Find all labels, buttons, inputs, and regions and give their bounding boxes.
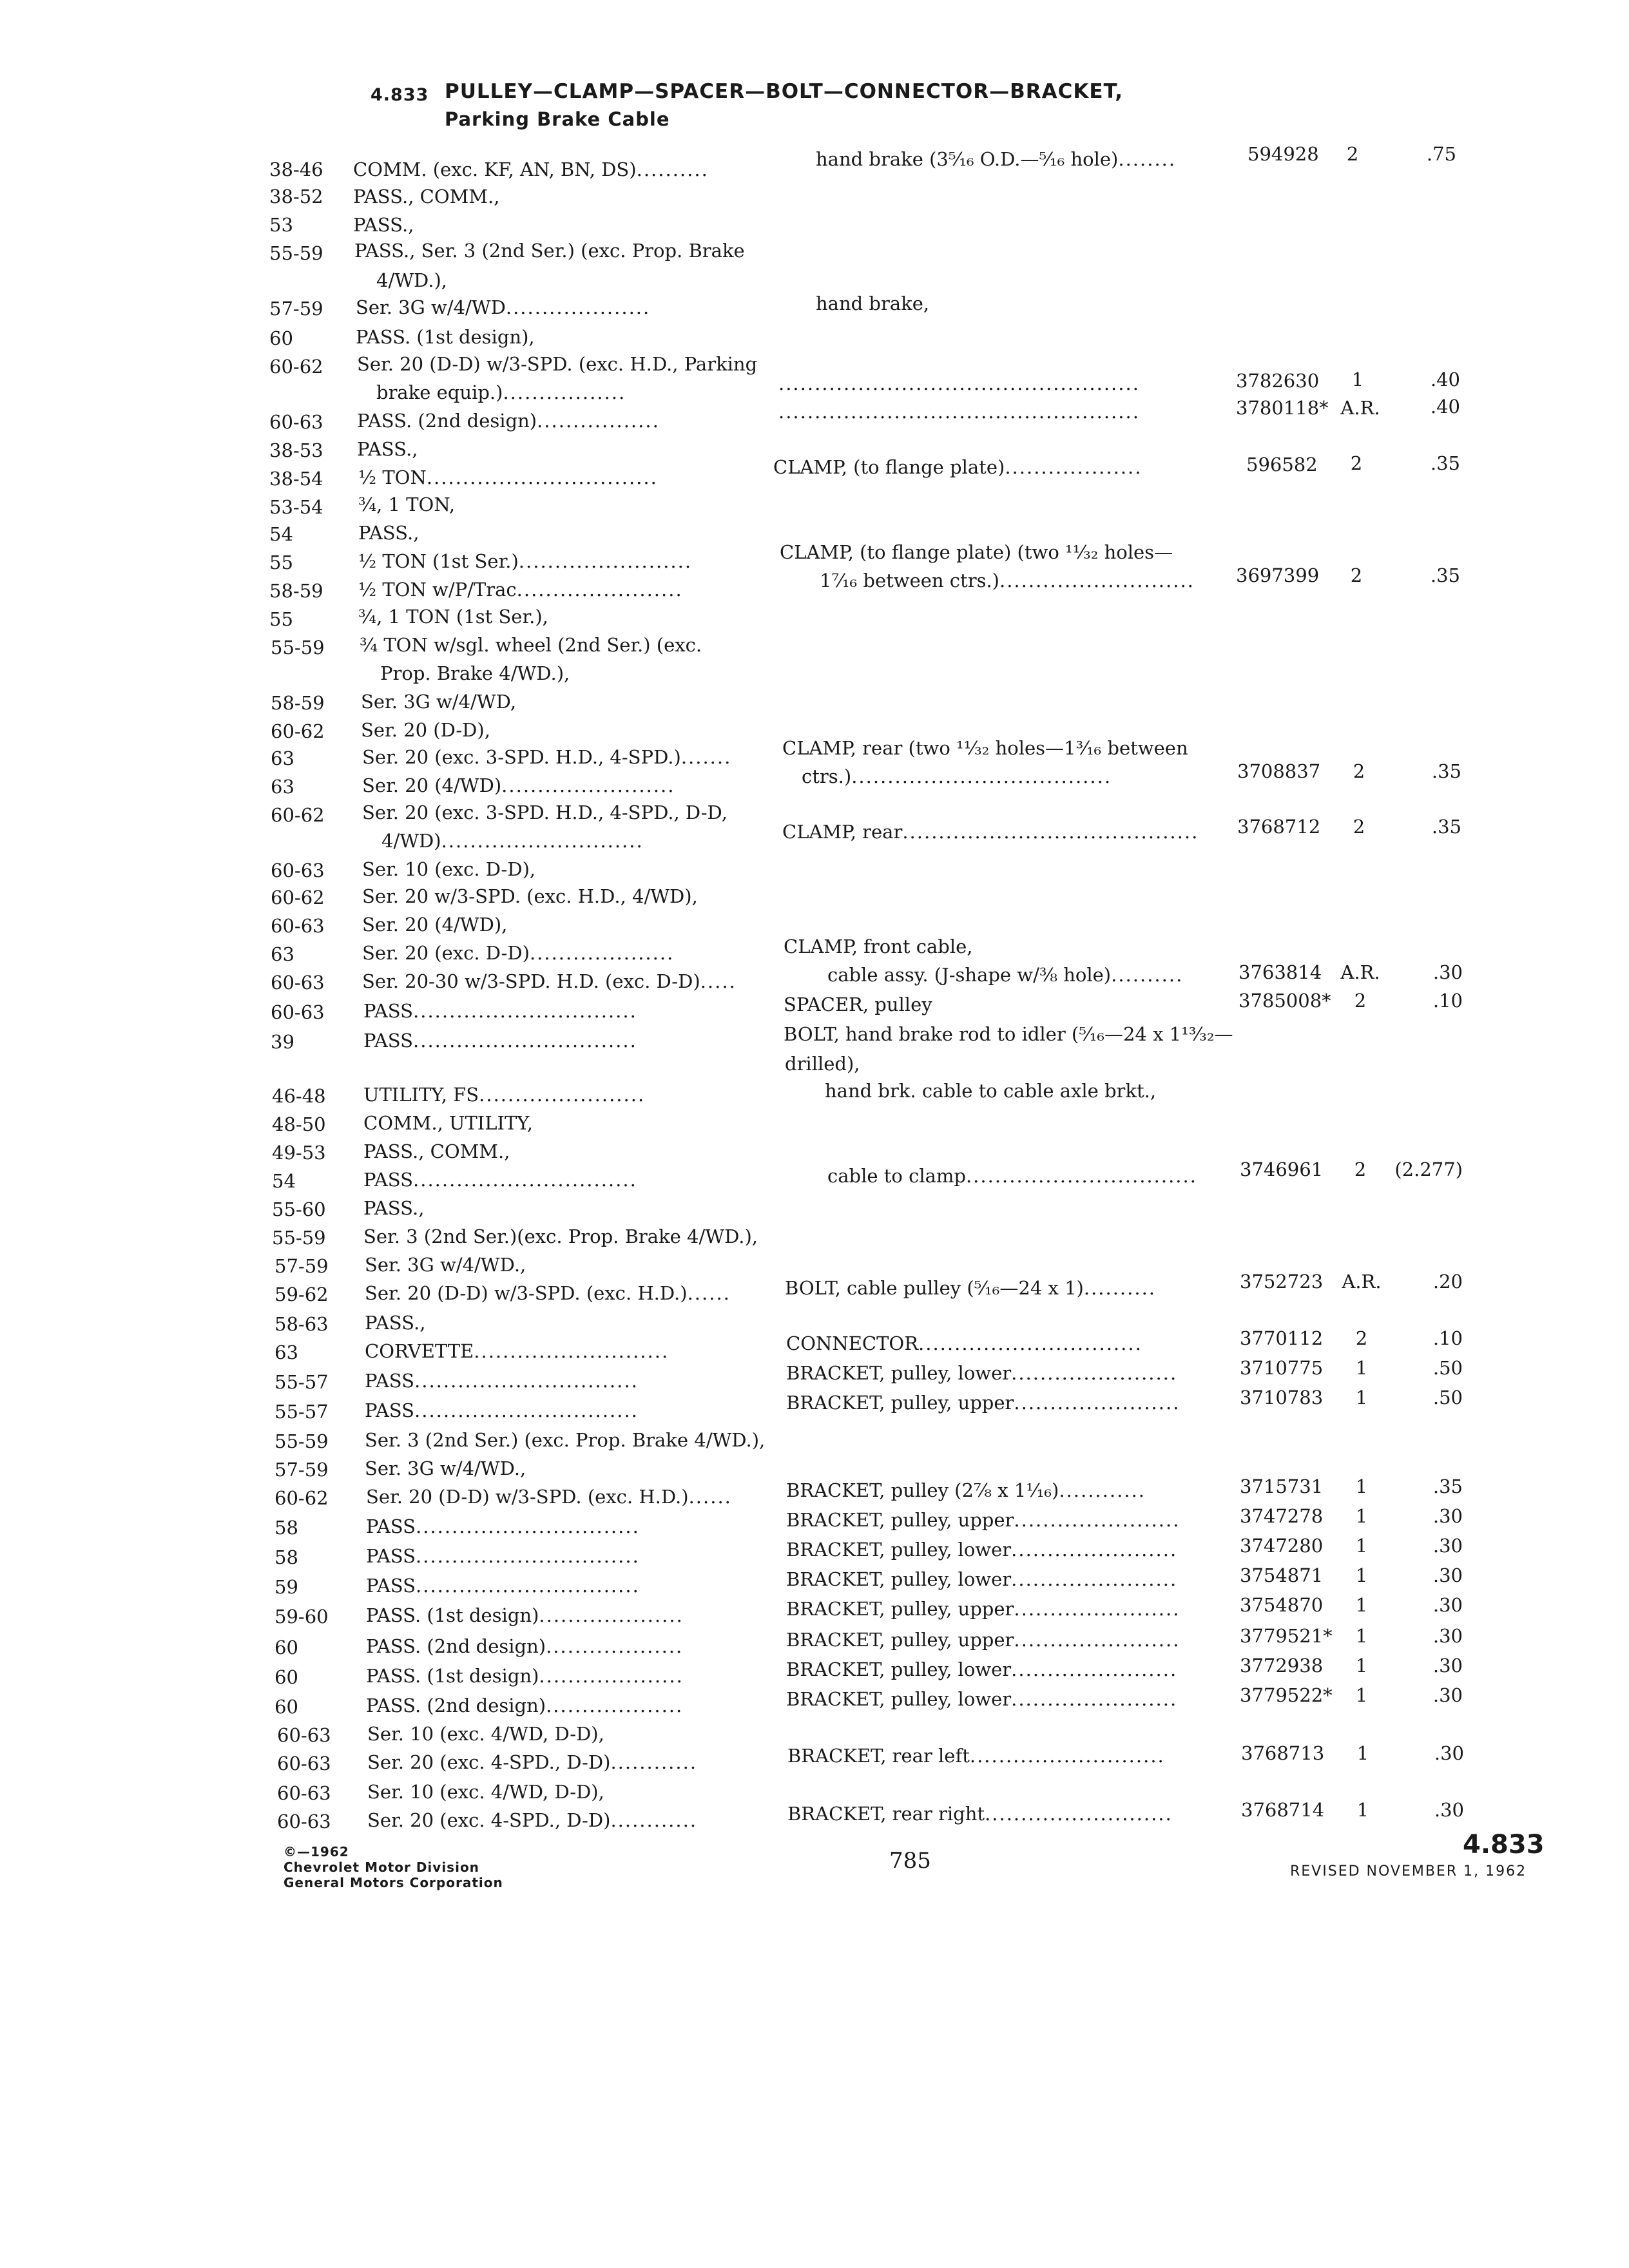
part-description: hand brake (3⁵⁄₁₆ O.D.—⁵⁄₁₆ hole)........ [816, 148, 1177, 170]
price: .30 [1432, 961, 1463, 983]
year: 57-59 [275, 1255, 329, 1277]
part-description: CONNECTOR............................... [786, 1332, 1142, 1354]
part-number: 3763814 [1239, 961, 1322, 983]
year: 63 [271, 776, 294, 798]
year: 58-59 [269, 580, 323, 602]
model-line: Prop. Brake 4/WD.), [380, 662, 570, 684]
quantity: A.R. [1342, 1271, 1382, 1293]
year: 38-46 [269, 159, 323, 180]
model-line: ¾, 1 TON, [358, 494, 456, 515]
year: 60 [269, 327, 293, 349]
part-number: 3779522* [1240, 1684, 1333, 1706]
year: 38-52 [269, 186, 323, 207]
part-description: BRACKET, pulley, lower....................... [786, 1568, 1178, 1590]
part-number: 3754870 [1240, 1594, 1324, 1616]
year: 60 [275, 1637, 298, 1658]
part-description: BRACKET, pulley, upper....................... [786, 1629, 1181, 1651]
model-line: Ser. 20 (D-D) w/3-SPD. (exc. H.D.)...... [366, 1486, 732, 1508]
year: 55-57 [275, 1371, 329, 1393]
part-number: 3747280 [1240, 1535, 1324, 1557]
model-line: Ser. 3G w/4/WD., [365, 1254, 526, 1276]
price: .35 [1431, 760, 1461, 782]
year: 57-59 [269, 298, 323, 320]
price: .30 [1434, 1799, 1464, 1821]
part-description: BRACKET, pulley, lower....................... [786, 1688, 1178, 1710]
part-description: CLAMP, rear......................................... [782, 821, 1199, 843]
model-line: Ser. 10 (exc. 4/WD, D-D), [367, 1723, 604, 1745]
model-line: ¾ TON w/sgl. wheel (2nd Ser.) (exc. [360, 634, 702, 656]
year: 60-63 [277, 1782, 331, 1804]
part-description: BRACKET, pulley, lower....................... [786, 1539, 1178, 1561]
quantity: 2 [1350, 452, 1363, 474]
part-number: 3747278 [1240, 1505, 1324, 1527]
publisher-credit [284, 1844, 503, 1890]
model-line: PASS. (2nd design)................. [357, 410, 660, 432]
year: 38-53 [269, 439, 323, 461]
model-line: PASS., [363, 1197, 425, 1219]
part-number: 3768712 [1237, 816, 1321, 838]
part-description: BRACKET, pulley, upper....................... [786, 1598, 1181, 1620]
model-line: Ser. 3G w/4/WD, [361, 691, 517, 713]
year: 54 [269, 523, 293, 545]
model-line: PASS............................... [365, 1370, 639, 1392]
price: .20 [1432, 1271, 1463, 1293]
page-title: PULLEY—CLAMP—SPACER—BOLT—CONNECTOR—BRACKET, [445, 80, 1124, 103]
model-line: Ser. 20 (D-D) w/3-SPD. (exc. H.D., Parking [357, 353, 758, 375]
year: 58-63 [275, 1313, 329, 1335]
part-number: 594928 [1248, 143, 1319, 165]
leader-dots: .................................................. [778, 401, 1140, 423]
part-number: 3752723 [1240, 1271, 1324, 1293]
year: 59 [275, 1576, 298, 1598]
model-line: PASS., [357, 438, 418, 460]
year: 60 [275, 1666, 298, 1688]
year: 60-63 [271, 915, 325, 937]
part-number: 3768714 [1241, 1799, 1325, 1821]
model-line: PASS., [365, 1312, 426, 1334]
year: 55-59 [275, 1430, 329, 1452]
quantity: 1 [1355, 1387, 1368, 1408]
revision-date: REVISED NOVEMBER 1, 1962 [1290, 1863, 1527, 1879]
part-description: BRACKET, pulley, lower....................... [786, 1362, 1178, 1384]
year: 59-62 [275, 1283, 329, 1305]
part-description: BRACKET, pulley, upper....................... [786, 1392, 1181, 1414]
year: 60-63 [277, 1811, 331, 1832]
year: 53 [269, 214, 293, 236]
price: .30 [1432, 1684, 1463, 1706]
quantity: 1 [1355, 1505, 1368, 1527]
model-line: COMM., UTILITY, [363, 1112, 533, 1134]
model-line: ½ TON................................ [358, 466, 658, 488]
price: .50 [1432, 1357, 1463, 1379]
model-line: PASS., COMM., [353, 186, 500, 207]
price: .40 [1430, 396, 1460, 418]
year: 60-62 [271, 887, 325, 908]
part-description: CLAMP, (to flange plate)................... [773, 456, 1142, 478]
quantity: 2 [1353, 816, 1365, 838]
part-description: 1⁷⁄₁₆ between ctrs.)........................... [820, 570, 1195, 591]
leader-dots: .................................................. [778, 372, 1140, 394]
model-line: PASS. (1st design), [356, 326, 535, 348]
year: 55-59 [272, 1227, 326, 1249]
price: .35 [1432, 1475, 1463, 1497]
quantity: 2 [1350, 564, 1363, 586]
part-description: BRACKET, rear right.......................... [787, 1803, 1173, 1825]
part-description: SPACER, pulley [784, 994, 932, 1015]
model-line: PASS. (1st design).................... [366, 1665, 684, 1687]
model-line: Ser. 3G w/4/WD., [365, 1457, 526, 1479]
price: .35 [1430, 564, 1460, 586]
quantity: 1 [1355, 1684, 1368, 1706]
year: 46-48 [272, 1085, 326, 1107]
price: .35 [1430, 452, 1460, 474]
price: .10 [1432, 990, 1463, 1012]
year: 60-62 [269, 356, 323, 378]
part-number: 3710783 [1240, 1387, 1324, 1408]
price: .30 [1432, 1594, 1463, 1616]
model-line: Ser. 10 (exc. 4/WD, D-D), [367, 1781, 604, 1803]
model-line: PASS., [358, 522, 419, 544]
quantity: 1 [1356, 1799, 1369, 1821]
model-line: Ser. 20 (exc. 4-SPD., D-D)............ [367, 1751, 698, 1773]
quantity: 2 [1355, 1327, 1368, 1349]
part-description: CLAMP, rear (two ¹¹⁄₃₂ holes—1³⁄₁₆ between [782, 737, 1188, 759]
model-line: Ser. 3 (2nd Ser.)(exc. Prop. Brake 4/WD.), [363, 1225, 758, 1247]
price: .30 [1432, 1625, 1463, 1647]
price: .30 [1432, 1655, 1463, 1677]
part-description: BRACKET, pulley, upper....................... [786, 1509, 1181, 1531]
part-number: 3710775 [1240, 1357, 1324, 1379]
page-number: 785 [889, 1848, 931, 1874]
model-line: PASS............................... [363, 1169, 637, 1191]
model-line: Ser. 20-30 w/3-SPD. H.D. (exc. D-D)..... [362, 970, 737, 992]
year: 60-62 [271, 720, 325, 742]
year: 53-54 [269, 496, 323, 518]
model-line: PASS., COMM., [363, 1140, 510, 1162]
model-line: Ser. 3G w/4/WD.................... [356, 296, 651, 318]
part-description: cable assy. (J-shape w/⅜ hole).......... [827, 964, 1184, 986]
price: .40 [1430, 369, 1460, 390]
year: 58 [275, 1517, 298, 1539]
part-description: BRACKET, rear left........................... [787, 1745, 1165, 1767]
corporation-name: General Motors Corporation [284, 1875, 503, 1890]
quantity: 2 [1353, 760, 1365, 782]
year: 39 [271, 1031, 294, 1053]
model-line: PASS., [353, 214, 414, 236]
model-line: ¾, 1 TON (1st Ser.), [358, 606, 548, 628]
quantity: A.R. [1340, 397, 1380, 419]
part-description: hand brake, [816, 293, 930, 314]
year: 60-62 [271, 804, 325, 826]
quantity: 1 [1355, 1625, 1368, 1647]
model-line: UTILITY, FS....................... [363, 1084, 646, 1106]
year: 58-59 [271, 692, 325, 714]
part-number: 3754871 [1240, 1564, 1324, 1586]
model-line: Ser. 20 (exc. D-D).................... [362, 942, 675, 964]
year: 60-63 [271, 860, 325, 881]
quantity: 1 [1351, 369, 1364, 390]
model-line: Ser. 20 (D-D), [361, 719, 490, 741]
page-subtitle: Parking Brake Cable [445, 108, 670, 130]
model-line: Ser. 20 w/3-SPD. (exc. H.D., 4/WD), [362, 885, 698, 907]
model-line: 4/WD.), [376, 269, 447, 291]
model-line: Ser. 20 (D-D) w/3-SPD. (exc. H.D.)...... [365, 1282, 731, 1304]
part-description: CLAMP, front cable, [784, 936, 973, 957]
part-number: 3770112 [1240, 1327, 1324, 1349]
part-number: 3785008* [1239, 990, 1331, 1012]
price: .35 [1431, 816, 1461, 838]
model-line: Ser. 3 (2nd Ser.) (exc. Prop. Brake 4/WD.), [365, 1429, 766, 1451]
part-description: BOLT, hand brake rod to idler (⁵⁄₁₆—24 x 1¹³⁄₃₂— [784, 1023, 1233, 1045]
model-line: PASS............................... [366, 1515, 640, 1537]
year: 38-54 [269, 468, 323, 490]
model-line: 4/WD)............................ [381, 830, 644, 852]
copyright: ©—1962 [284, 1844, 349, 1860]
price: .30 [1432, 1564, 1463, 1586]
part-description: CLAMP, (to flange plate) (two ¹¹⁄₃₂ holes— [780, 541, 1173, 563]
part-description: cable to clamp................................ [827, 1165, 1197, 1187]
model-line: Ser. 20 (4/WD)........................ [362, 774, 675, 796]
year: 55-59 [271, 637, 325, 658]
part-number: 3779521* [1240, 1625, 1333, 1647]
model-line: Ser. 20 (exc. 3-SPD. H.D., 4-SPD., D-D, [362, 802, 728, 823]
price: .50 [1432, 1387, 1463, 1408]
year: 58 [275, 1546, 298, 1568]
price: (2.277) [1394, 1158, 1463, 1180]
year: 60-63 [271, 972, 325, 994]
year: 60-63 [277, 1724, 331, 1746]
quantity: 1 [1355, 1357, 1368, 1379]
model-line: PASS............................... [365, 1399, 639, 1421]
quantity: A.R. [1340, 961, 1380, 983]
part-number: 3780118* [1236, 397, 1329, 419]
quantity: 2 [1354, 990, 1367, 1012]
model-line: CORVETTE........................... [365, 1340, 670, 1362]
quantity: 1 [1356, 1742, 1369, 1764]
year: 63 [275, 1341, 298, 1363]
part-description: BRACKET, pulley (2⁷⁄₈ x 1¹⁄₁₆)............ [786, 1479, 1146, 1501]
model-line: Ser. 20 (exc. 4-SPD., D-D)............ [367, 1809, 698, 1831]
year: 49-53 [272, 1142, 326, 1164]
model-line: Ser. 20 (exc. 3-SPD. H.D., 4-SPD.)....... [362, 746, 732, 768]
year: 55-57 [275, 1401, 329, 1423]
year: 55 [269, 608, 293, 630]
part-number: 3768713 [1241, 1742, 1325, 1764]
year: 59-60 [275, 1606, 329, 1628]
quantity: 2 [1346, 143, 1359, 165]
quantity: 1 [1355, 1594, 1368, 1616]
quantity: 1 [1355, 1535, 1368, 1557]
price: .30 [1432, 1505, 1463, 1527]
part-number: 3715731 [1240, 1475, 1324, 1497]
part-description: drilled), [785, 1053, 860, 1075]
part-number: 3697399 [1236, 564, 1320, 586]
model-line: ½ TON w/P/Trac....................... [358, 579, 683, 601]
price: .75 [1426, 143, 1456, 165]
year: 60 [275, 1696, 298, 1718]
part-number: 596582 [1246, 454, 1318, 476]
part-description: BOLT, cable pulley (⁵⁄₁₆—24 x 1).......... [785, 1277, 1157, 1299]
part-description: ctrs.).................................... [802, 765, 1112, 787]
part-number: 3708837 [1237, 760, 1321, 782]
year: 63 [271, 747, 294, 769]
price: .10 [1432, 1327, 1463, 1349]
year: 57-59 [275, 1459, 329, 1481]
model-line: brake equip.)................. [376, 381, 626, 403]
model-line: PASS............................... [363, 1030, 637, 1052]
part-number: 3772938 [1240, 1655, 1324, 1677]
model-line: PASS. (1st design).................... [366, 1604, 684, 1626]
model-line: PASS. (2nd design)................... [366, 1635, 684, 1657]
year: 60-63 [271, 1001, 325, 1023]
model-line: PASS. (2nd design)................... [366, 1695, 684, 1716]
part-description: hand brk. cable to cable axle brkt., [825, 1080, 1157, 1102]
year: 60-62 [275, 1487, 329, 1509]
part-number: 3782630 [1236, 370, 1320, 392]
year: 55 [269, 552, 293, 573]
footer-section-number: 4.833 [1463, 1830, 1545, 1860]
model-line: ½ TON (1st Ser.)........................ [358, 550, 693, 572]
model-line: PASS., Ser. 3 (2nd Ser.) (exc. Prop. Brake [354, 240, 745, 262]
price: .30 [1434, 1742, 1464, 1764]
part-number: 3746961 [1240, 1158, 1324, 1180]
price: .30 [1432, 1535, 1463, 1557]
year: 48-50 [272, 1113, 326, 1135]
model-line: Ser. 20 (4/WD), [362, 914, 508, 936]
year: 63 [271, 943, 294, 965]
year: 54 [272, 1170, 296, 1192]
year: 60-63 [277, 1753, 331, 1774]
model-line: COMM. (exc. KF, AN, BN, DS).......... [353, 159, 709, 180]
quantity: 1 [1355, 1475, 1368, 1497]
model-line: PASS............................... [366, 1545, 640, 1567]
part-description: BRACKET, pulley, lower....................... [786, 1658, 1178, 1680]
model-line: PASS............................... [366, 1575, 640, 1597]
year: 55-59 [269, 242, 323, 264]
quantity: 1 [1355, 1655, 1368, 1677]
quantity: 1 [1355, 1564, 1368, 1586]
year: 60-63 [269, 411, 323, 433]
quantity: 2 [1354, 1158, 1367, 1180]
section-number: 4.833 [371, 85, 429, 105]
model-line: Ser. 10 (exc. D-D), [362, 858, 536, 880]
year: 55-60 [272, 1198, 326, 1220]
division-name: Chevrolet Motor Division [284, 1860, 479, 1875]
model-line: PASS............................... [363, 1000, 637, 1022]
